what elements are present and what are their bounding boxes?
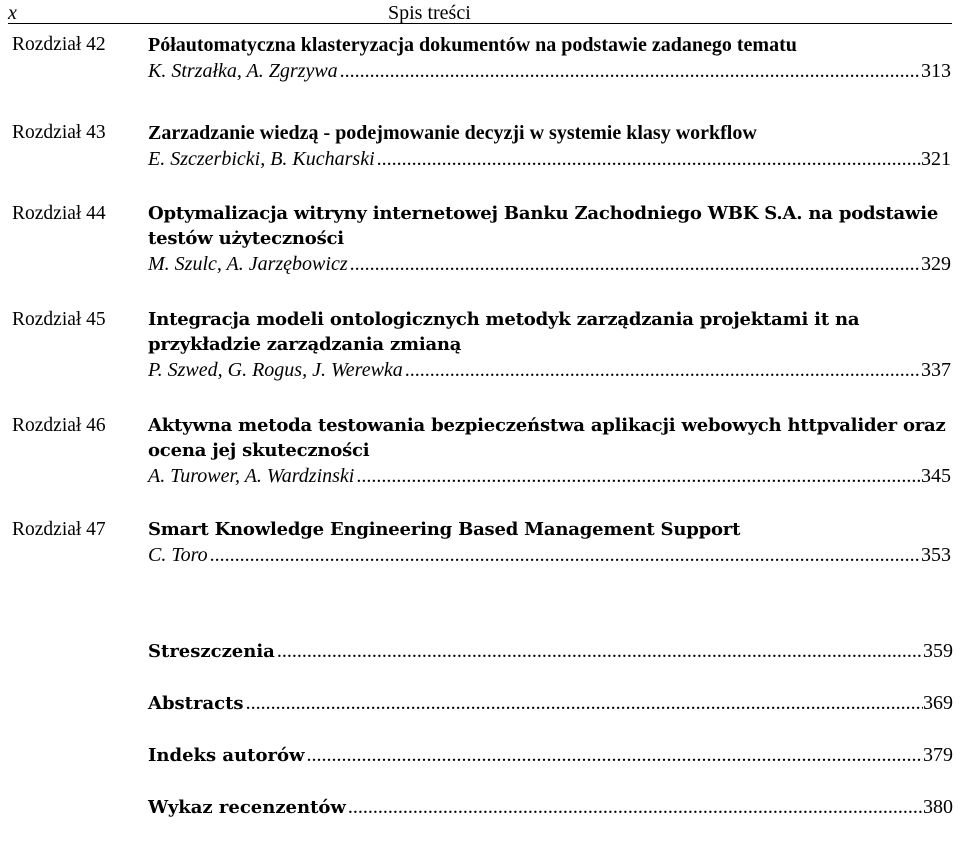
back-matter-list: [148, 638, 953, 846]
chapter-title: Smart Knowledge Engineering Based Management Support: [148, 519, 741, 540]
chapter-author-line: [148, 543, 951, 568]
header-rule: [8, 23, 952, 24]
toc-entry-streszczenia: [148, 638, 953, 690]
running-head: Spis treści: [388, 2, 471, 24]
chapter-authors: M. Szulc, A. Jarzębowicz: [148, 253, 348, 275]
chapter-body: [148, 120, 951, 172]
chapter-authors: A. Turower, A. Wardzinski: [148, 465, 355, 487]
chapter-page-number: 321: [921, 148, 951, 170]
chapter-list: [0, 32, 960, 577]
back-matter-label: Wykaz recenzentów: [148, 797, 346, 818]
chapter-author-line: [148, 464, 951, 489]
chapter-page-number: 337: [921, 359, 951, 381]
dot-leader: [405, 358, 921, 383]
chapter-body: [148, 413, 951, 489]
toc-entry-chapter-46: [0, 413, 960, 505]
back-matter-label: Indeks autorów: [148, 745, 305, 766]
chapter-author-line: [148, 252, 951, 277]
chapter-authors: E. Szczerbicki, B. Kucharski: [148, 148, 375, 170]
back-matter-page-number: 369: [923, 692, 953, 714]
toc-entry-abstracts: [148, 690, 953, 742]
chapter-authors: K. Strzałka, A. Zgrzywa: [148, 60, 338, 82]
chapter-label: Rozdział 46: [12, 415, 106, 436]
back-matter-page-number: 379: [923, 744, 953, 766]
back-matter-label: Streszczenia: [148, 641, 275, 662]
chapter-page-number: 313: [921, 60, 951, 82]
chapter-body: [148, 517, 951, 568]
dot-leader: [348, 794, 923, 820]
dot-leader: [277, 638, 923, 664]
back-matter-page-number: 380: [923, 796, 953, 818]
back-matter-page-number: 359: [923, 640, 953, 662]
back-matter-label: Abstracts: [148, 693, 244, 714]
dot-leader: [246, 690, 923, 716]
toc-entry-chapter-43: [0, 120, 960, 188]
chapter-author-line: [148, 358, 951, 383]
dot-leader: [356, 464, 921, 489]
chapter-author-line: [148, 147, 951, 172]
chapter-title: Zarzadzanie wiedzą - podejmowanie decyzji w systemie klasy workflow: [148, 122, 757, 144]
chapter-body: [148, 307, 951, 383]
chapter-page-number: 345: [921, 465, 951, 487]
page-header: [8, 2, 952, 24]
chapter-label: Rozdział 44: [12, 203, 106, 224]
dot-leader: [350, 252, 921, 277]
chapter-authors: P. Szwed, G. Rogus, J. Werewka: [148, 359, 403, 381]
toc-entry-wykaz-recenzentow: [148, 794, 953, 846]
chapter-page-number: 353: [921, 544, 951, 566]
chapter-author-line: [148, 59, 951, 84]
chapter-title: Integracja modeli ontologicznych metodyk zarządzania projektami it na przykładzie zarządzania zmianą: [148, 309, 860, 355]
toc-entry-chapter-45: [0, 307, 960, 399]
chapter-title: Optymalizacja witryny internetowej Banku Zachodniego WBK S.A. na podstawie testów użyteczności: [148, 203, 939, 249]
toc-entry-chapter-44: [0, 201, 960, 293]
dot-leader: [340, 59, 921, 84]
chapter-title: Półautomatyczna klasteryzacja dokumentów na podstawie zadanego tematu: [148, 34, 797, 56]
chapter-authors: C. Toro: [148, 544, 208, 566]
chapter-label: Rozdział 45: [12, 309, 106, 330]
dot-leader: [210, 543, 921, 568]
chapter-page-number: 329: [921, 253, 951, 275]
dot-leader: [377, 147, 921, 172]
toc-entry-chapter-42: [0, 32, 960, 103]
toc-entry-chapter-47: [0, 517, 960, 577]
dot-leader: [306, 742, 923, 768]
chapter-label: Rozdział 42: [12, 34, 106, 55]
toc-entry-indeks-autorow: [148, 742, 953, 794]
chapter-label: Rozdział 43: [12, 122, 106, 143]
chapter-body: [148, 201, 951, 277]
chapter-label: Rozdział 47: [12, 519, 106, 540]
chapter-body: [148, 32, 951, 84]
page-number: x: [8, 2, 17, 24]
chapter-title: Aktywna metoda testowania bezpieczeństwa aplikacji webowych httpvalider oraz ocena jej skuteczności: [148, 415, 946, 461]
